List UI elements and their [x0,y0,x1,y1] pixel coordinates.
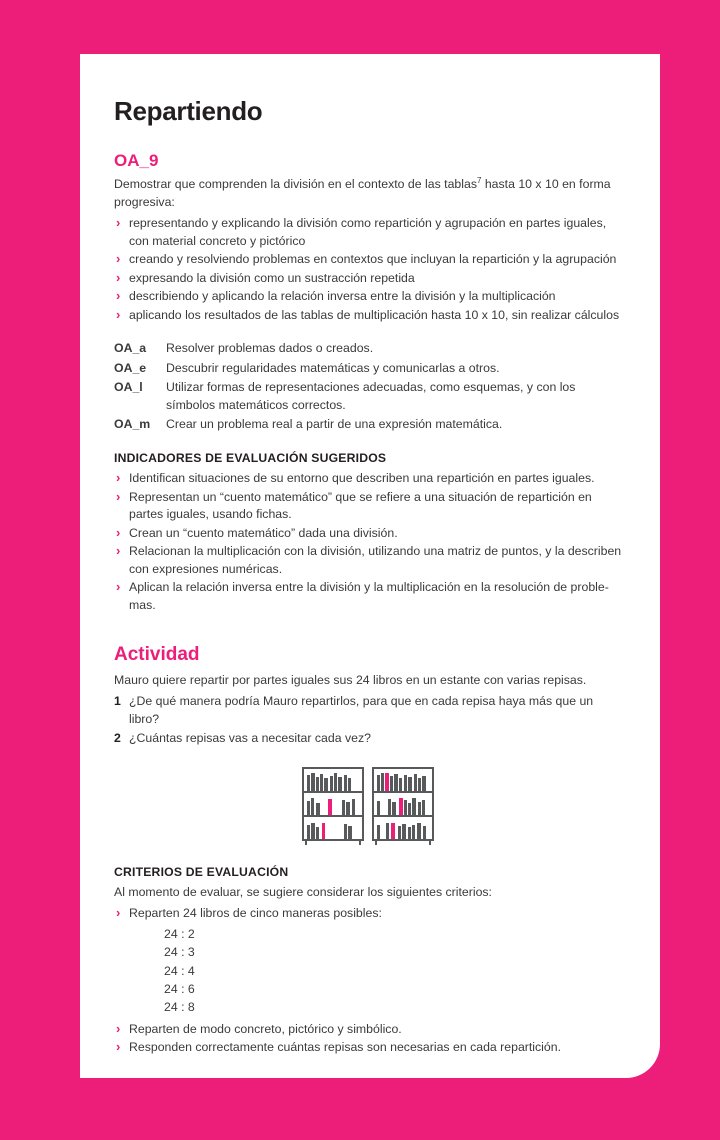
habilidad-text: Crear un problema real a partir de una expresión matemática. [166,417,503,431]
list-item [114,730,626,748]
criterios-list-before [114,905,626,922]
habilidad-row [114,416,626,433]
operation: 24 : 4 [164,963,195,978]
actividad-intro: Mauro quiere repartir por partes iguales sus 24 libros en un estante con varias repisas. [114,673,587,688]
habilidad-code: OA_a [114,341,147,356]
criterios-list-after [114,1021,626,1057]
indicadores-list [114,470,626,614]
oa-bullet-list [114,215,626,324]
actividad-heading: Actividad [114,644,200,666]
habilidad-code: OA_e [114,360,147,375]
list-item: › Crean un “cuento matemático” dada una división. [114,525,626,542]
question-text: ¿De qué manera podría Mauro repartirlos, para que en cada repisa haya más que un libro? [129,693,594,726]
list-item: › Reparten 24 libros de cinco maneras posibles: [114,905,626,922]
criterios-intro: Al momento de evaluar, se sugiere considerar los siguientes criterios: [114,885,492,900]
oa-description-rest: hasta 10 x 10 en forma progresiva: [114,177,611,210]
list-item: › Reparten de modo concreto, pictórico y simbólico. [114,1021,626,1038]
habilidad-row [114,340,626,357]
actividad-questions [114,693,626,747]
criterios-heading: CRITERIOS DE EVALUACIÓN [114,865,289,880]
objetivo-aprendizaje-block [114,151,626,433]
list-item: › Relacionan la multiplicación con la división, utilizando una matriz de puntos, y la describen con expresiones numéricas. [114,543,626,578]
list-item: › creando y resolviendo problemas en contextos que incluyan la repartición y la agrupación [114,251,626,268]
oa-code: OA_9 [114,151,159,170]
operation: 24 : 2 [164,926,195,941]
oa-description-text: Demostrar que comprenden la división en el contexto de las tablas [114,177,477,192]
list-item: › Aplican la relación inversa entre la división y la multiplicación en la resolución de proble-mas. [114,579,626,614]
list-item: › Identifican situaciones de su entorno que describen una repartición en partes iguales. [114,470,626,487]
bookshelves-icon [300,765,440,847]
actividad-block [114,644,626,847]
operations-list [114,925,626,1017]
habilidad-code: OA_m [114,417,151,431]
habilidad-text: Utilizar formas de representaciones adecuadas, como esquemas, y con los símbolos matemáticos correctos. [166,380,576,412]
question-number: 1 [114,693,121,708]
operation: 24 : 3 [164,945,195,960]
list-item: › describiendo y aplicando la relación inversa entre la división y la multiplicación [114,288,626,305]
list-item [114,693,626,729]
question-text: ¿Cuántas repisas vas a necesitar cada vez? [129,730,371,745]
habilidad-text: Descubrir regularidades matemáticas y comunicarlas a otros. [166,360,500,375]
list-item: › Representan un “cuento matemático” que se refiere a una situación de repartición en partes iguales, usando fichas. [114,489,626,524]
habilidades-list [114,340,626,433]
indicadores-block [114,451,626,614]
operation: 24 : 8 [164,1000,195,1015]
list-item: › representando y explicando la división como repartición y agrupación en partes iguales, con material concreto y pictórico [114,215,626,250]
question-number: 2 [114,730,121,745]
oa-description [114,175,614,211]
habilidad-text: Resolver problemas dados o creados. [166,341,374,356]
habilidad-row [114,360,626,377]
document-page [80,54,660,1078]
list-item: › aplicando los resultados de las tablas de multiplicación hasta 10 x 10, sin realizar cálculos [114,307,626,324]
oa-description-superscript: 7 [476,176,482,185]
list-item: › Responden correctamente cuántas repisas son necesarias en cada repartición. [114,1039,626,1056]
list-item: › expresando la división como un sustracción repetida [114,270,626,287]
indicadores-heading: INDICADORES DE EVALUACIÓN SUGERIDOS [114,451,387,466]
habilidad-row [114,379,626,414]
operation: 24 : 6 [164,981,195,996]
habilidad-code: OA_l [114,380,143,395]
criterios-block [114,865,626,1056]
page-title: Repartiendo [114,96,263,126]
bookshelves-illustration [114,765,626,847]
